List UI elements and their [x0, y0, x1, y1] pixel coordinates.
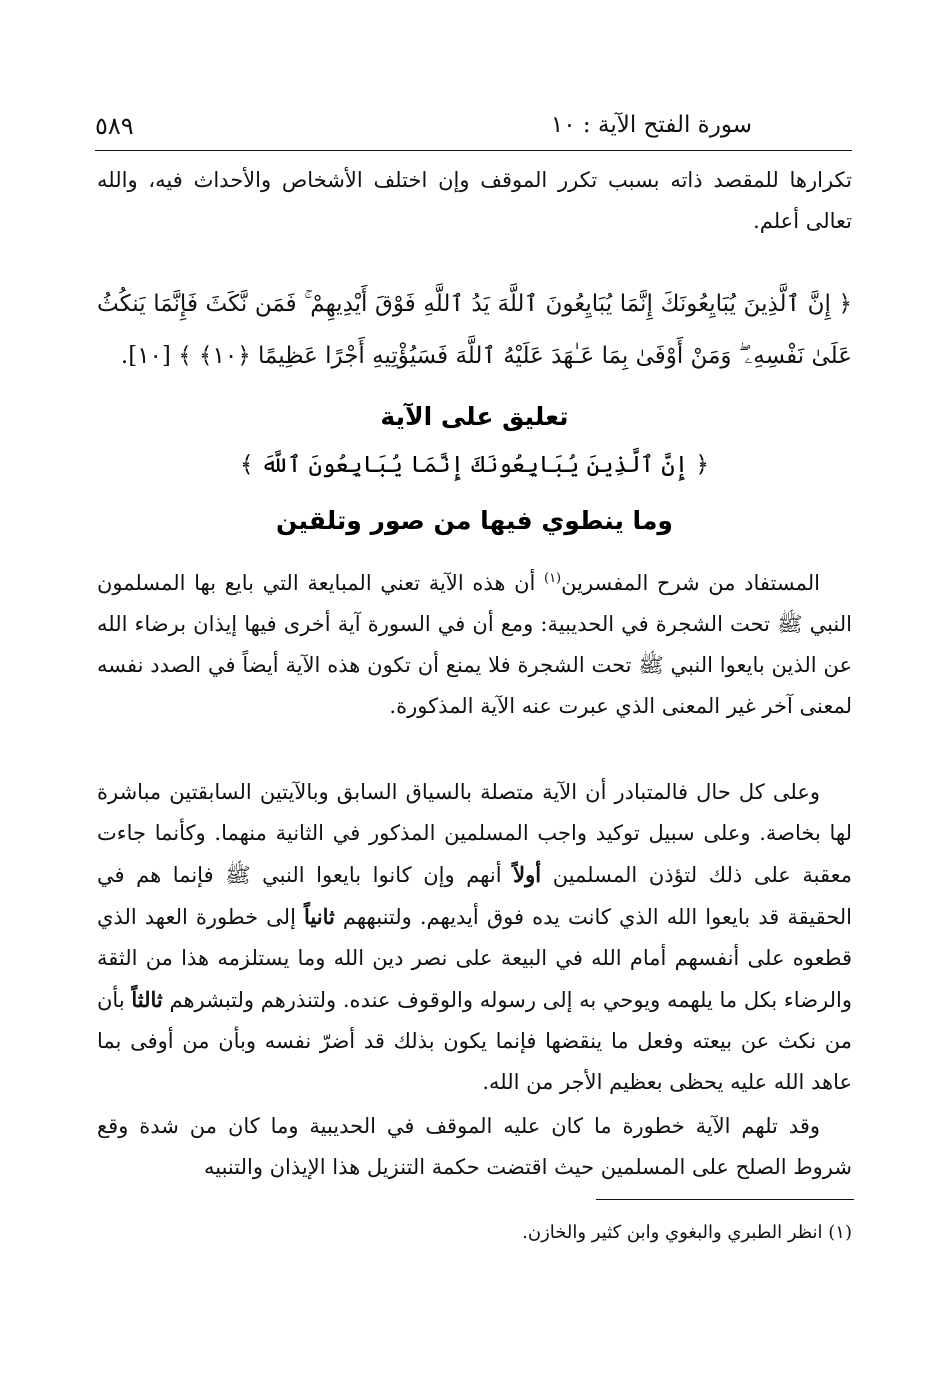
paragraph-commentary-1	[97, 563, 852, 727]
paragraph-text: بأن من نكث عن بيعته وفعل ما ينقضها فإنما يكون بذلك قد أضرّ نفسه وبأن من أوفى بما عاهد الله عليه يحظى بعظيم الأجر من الله.	[97, 988, 852, 1094]
footnote: (١) انظر الطبري والبغوي وابن كثير والخازن.	[522, 1222, 852, 1243]
section-subheading: وما ينطوي فيها من صور وتلقين	[276, 506, 673, 535]
footnote-divider	[596, 1199, 854, 1200]
paragraph-text: أنهم وإن كانوا بايعوا النبي ﷺ فإنما هم في الحقيقة قد بايعوا الله الذي كانت يده فوق أيديهم. ولتنبههم	[97, 863, 852, 929]
header-divider	[95, 150, 852, 151]
footnote-reference: (١)	[543, 571, 562, 586]
paragraph-commentary-2	[97, 772, 852, 1103]
quran-verse: ﴿ إِنَّ ٱلَّذِينَ يُبَايِعُونَكَ إِنَّمَا يُبَايِعُونَ ٱللَّهَ يَدُ ٱللَّهِ فَوْقَ أَيْدِيهِمْ ۚ فَمَن نَّكَثَ فَإِنَّمَا يَنكُثُ عَلَىٰ نَفْسِهِۦ ۖ وَمَنْ أَوْفَىٰ بِمَا عَـٰهَدَ عَلَيْهُ ٱللَّهَ فَسَيُؤْتِيهِ أَجْرًا عَظِيمًا ﴿١٠﴾ ﴾ [١٠].	[97, 291, 852, 369]
page-header	[95, 112, 852, 148]
paragraph-text: أن هذه الآية تعني المبايعة التي بايع بها المسلمون النبي ﷺ تحت الشجرة في الحديبية: ومع أن في السورة آية أخرى فيها إيذان برضاء الله عن الذين بايعوا النبي ﷺ تحت الشجرة فلا يمنع أن تكون هذه الآية أيضاً في الصدد نفسه لمعنى آخر غير المعنى الذي عبرت عنه الآية المذكورة.	[97, 571, 852, 718]
emphasis-third: ثالثاً	[131, 987, 163, 1012]
emphasis-second: ثانياً	[304, 904, 335, 929]
paragraph-text: إلى خطورة العهد الذي قطعوه على أنفسهم أمام الله في البيعة على نصر دين الله وما يستلزمه هذا من الثقة والرضاء بكل ما يلهمه ويوحي به إلى رسوله والوقوف عنده. ولتنذرهم ولتبشرهم	[97, 905, 852, 1012]
paragraph-continuation: تكرارها للمقصد ذاته بسبب تكرر الموقف وإن اختلف الأشخاص والأحداث فيه، والله تعالى أعلم.	[97, 168, 852, 233]
page-number: ٥٨٩	[95, 112, 134, 140]
emphasis-first: أولاً	[513, 862, 542, 887]
section-heading: تعليق على الآية	[380, 402, 569, 431]
verse-heading: ﴿ إِنَّ ٱلَّذِينَ يُبَايِعُونَكَ إِنَّمَا يُبَايِعُونَ ٱللَّهَ ﴾	[240, 452, 709, 478]
paragraph-commentary-3: وقد تلهم الآية خطورة ما كان عليه الموقف في الحديبية وما كان من شدة وقع شروط الصلح على المسلمين حيث اقتضت حكمة التنزيل هذا الإيذان والتنبيه	[97, 1114, 852, 1179]
paragraph-text: وعلى كل حال فالمتبادر أن الآية متصلة بالسياق السابق وبالآيتين السابقتين مباشرة لها بخاصة. وعلى سبيل توكيد واجب المسلمين المذكور في الثانية منهما. وكأنما جاءت معقبة على ذلك لتؤذن المسلمين	[97, 780, 852, 887]
paragraph-text: المستفاد من شرح المفسرين	[561, 571, 820, 595]
running-title: سورة الفتح الآية : ١٠	[550, 112, 752, 138]
